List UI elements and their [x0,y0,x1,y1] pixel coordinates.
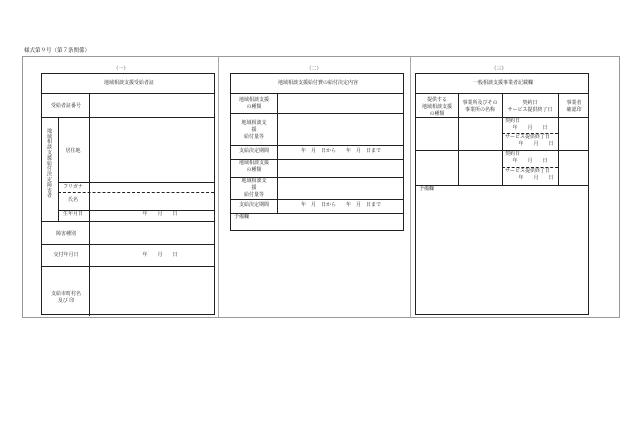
recipient-group-label: 地域相談支援給付決定障害者 [46,128,52,199]
b1-amount-label-line3: 給付量等 [243,134,265,140]
address-label: 居住地 [65,148,81,154]
panel-2-number: （二） [306,66,322,72]
panel-divider-1 [218,57,219,317]
r2-contract-value: 年 月 日 [512,158,548,164]
b2-period-value: 年 月 日から 年 月 日まで [300,202,382,208]
col-provided-line3: の種類 [429,111,445,117]
col-contract-line1: 契約日 [522,100,538,106]
col-provider-line1: 事業所及びその [462,100,498,106]
form-title: 様式第９号（第７条関係） [24,48,91,54]
disability-type-label: 障害種別 [55,231,77,237]
panel-1-number: （一） [113,66,129,72]
birthdate-label: 生年月日 [62,211,84,217]
panel-3-number: （三） [491,66,507,72]
municipality-label-line2: 及び 印 [57,298,75,304]
col-confirm-line1: 事業者 [566,100,582,106]
form-sheet [22,56,620,318]
b2-amount-label-line1: 地域相談支 [241,178,267,184]
panel-1-header: 地域相談支援受給者証 [103,80,155,86]
r2-contract-label: 契約日 [505,151,521,157]
b2-amount-label-line3: 給付量等 [243,192,265,198]
b1-type-label-line2: の種類 [246,104,262,110]
b2-amount-label-line2: 援 [251,185,257,191]
issue-date-label: 交付年月日 [53,252,79,258]
panel-2-grid [230,73,404,231]
b1-amount-label-line1: 地域相談支 [241,120,267,126]
birthdate-value: 年 月 日 [142,211,178,217]
col-provided-line1: 提供する [426,97,448,103]
panel-2-notes-label: 予備欄 [234,214,250,220]
b2-type-label-line1: 地域相談支援 [238,160,270,166]
col-contract-line2: サービス提供終了日 [507,107,553,113]
panel-3-notes-label: 予備欄 [419,186,435,192]
col-confirm-line2: 確認印 [566,107,582,113]
r1-end-value: 年 月 日 [518,141,554,147]
furigana-label: フリガナ [63,184,83,190]
municipality-label-line1: 支給市町村名 [50,291,82,297]
name-label: 氏名 [67,197,79,203]
panel-3-header: 一般相談支援事業者記載欄 [472,80,534,86]
b1-type-label-line1: 地域相談支援 [238,97,270,103]
panel-1-grid [41,73,215,315]
b2-type-label-line2: の種類 [246,167,262,173]
issue-date-value: 年 月 日 [142,252,178,258]
panel-2-header: 地域相談支援給付費の給付決定内容 [277,80,359,86]
r2-end-label: サービス提供終了日 [505,168,551,174]
panel-divider-2 [410,57,411,317]
b2-period-label: 支給決定期間 [238,202,270,208]
r1-contract-label: 契約日 [505,118,521,124]
r1-end-label: サービス提供終了日 [505,134,551,140]
b1-period-label: 支給決定期間 [238,148,270,154]
r2-end-value: 年 月 日 [518,175,554,181]
r1-contract-value: 年 月 日 [512,125,548,131]
panel-3-grid [415,73,589,315]
col-provider-line2: 事業所の名称 [464,107,496,113]
b1-period-value: 年 月 日から 年 月 日まで [300,148,382,154]
recipient-number-label: 受給者証番号 [50,103,82,109]
b1-amount-label-line2: 援 [251,127,257,133]
col-provided-line2: 地域相談支援 [421,104,453,110]
